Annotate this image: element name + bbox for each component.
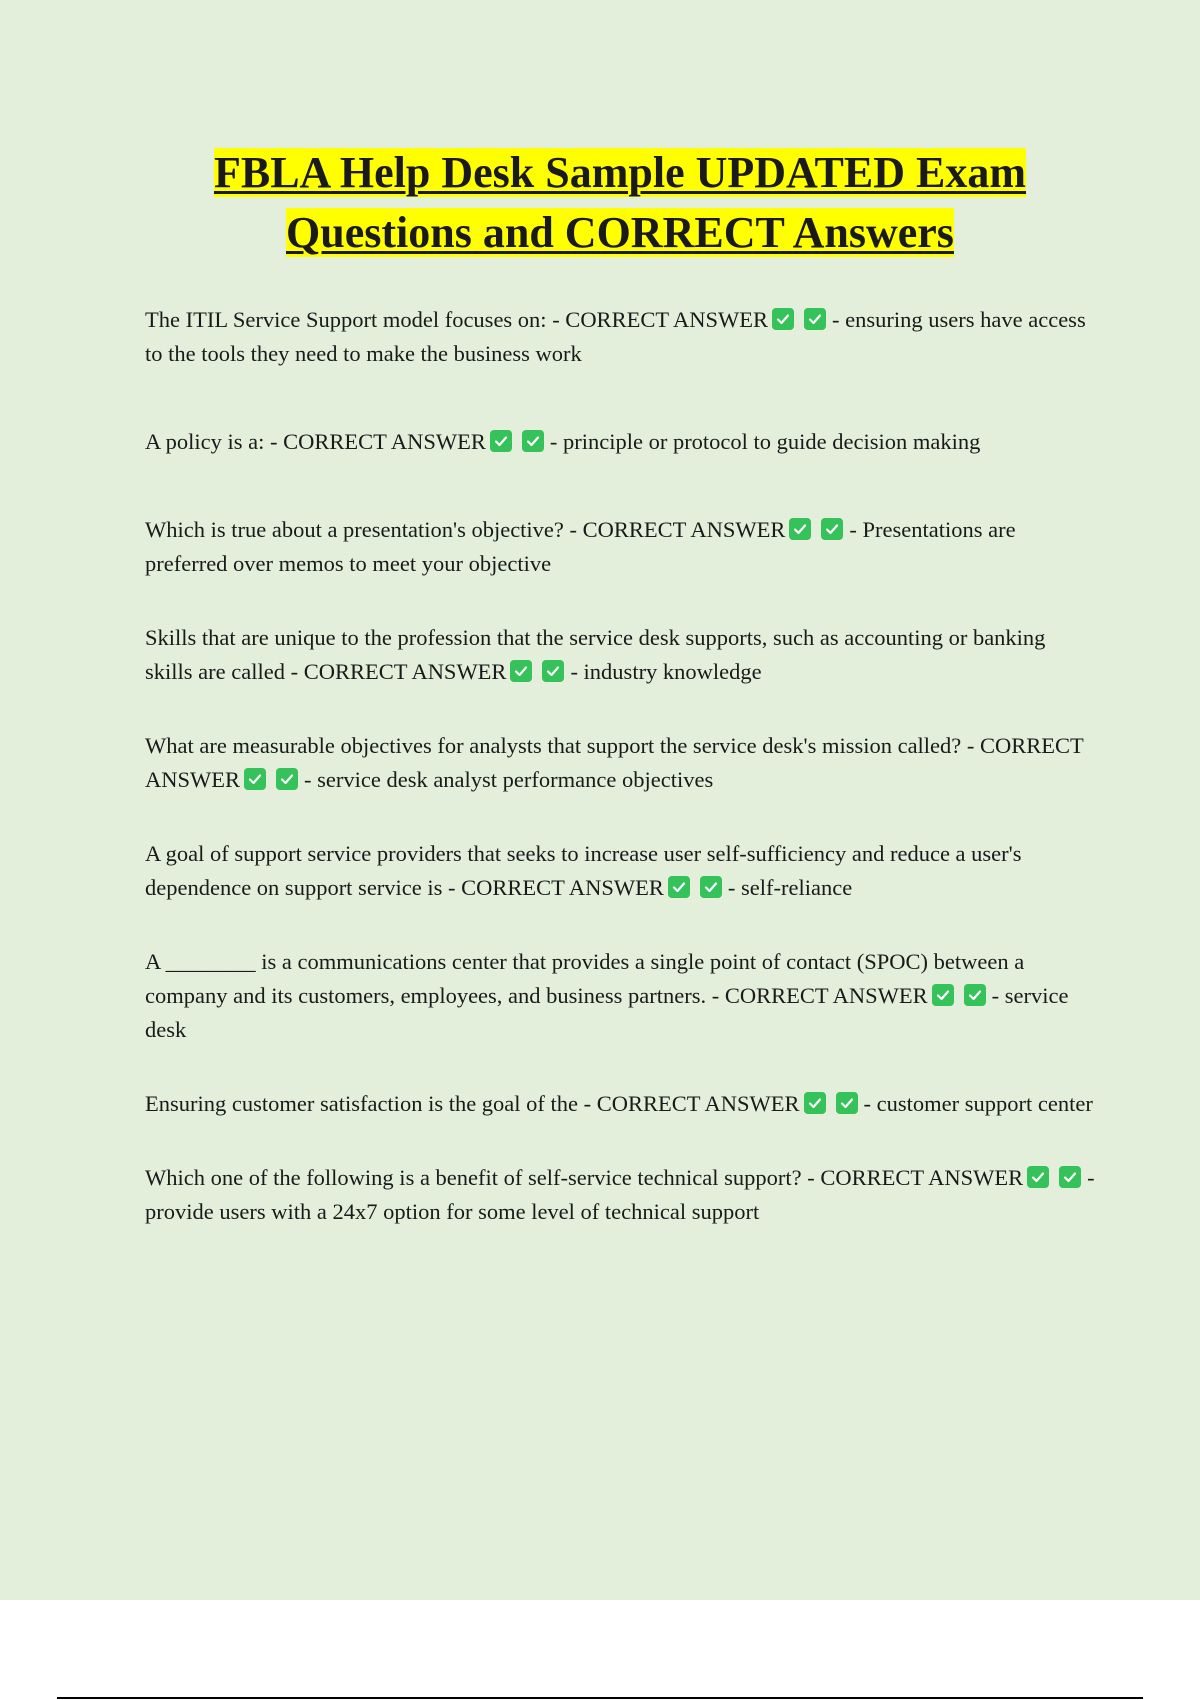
question-text: A goal of support service providers that seeks to increase user self-sufficiency and reduce a user's dependence on support service is <box>145 841 1022 900</box>
check-icon <box>522 430 544 452</box>
qa-item <box>145 945 1095 1047</box>
answer-marker: - CORRECT ANSWER <box>583 1091 800 1116</box>
check-icon <box>804 308 826 330</box>
check-icon <box>490 430 512 452</box>
document-body <box>145 143 1095 1229</box>
check-icon <box>821 518 843 540</box>
answer-marker: - CORRECT ANSWER <box>270 429 486 454</box>
check-icon <box>542 660 564 682</box>
qa-item <box>145 303 1095 371</box>
check-icon <box>700 876 722 898</box>
check-icon <box>964 984 986 1006</box>
answer-text: - provide users with a 24x7 option for some level of technical support <box>145 1165 1095 1224</box>
answer-marker: - CORRECT ANSWER <box>552 307 769 332</box>
title-line-1: FBLA Help Desk Sample UPDATED Exam <box>213 148 1027 197</box>
question-text: A ________ is a communications center that provides a single point of contact (SPOC) between a company and its customers, employees, and business partners. <box>145 949 1025 1008</box>
check-icon <box>510 660 532 682</box>
check-icon <box>836 1092 858 1114</box>
answer-text: - ensuring users have access to the tools they need to make the business work <box>145 307 1086 366</box>
qa-item <box>145 621 1095 689</box>
answer-text: - Presentations are preferred over memos to meet your objective <box>145 517 1016 576</box>
answer-text: - service desk <box>145 983 1069 1042</box>
answer-text: - industry knowledge <box>570 659 762 684</box>
question-text: The ITIL Service Support model focuses on: <box>145 307 547 332</box>
question-text: Which one of the following is a benefit of self-service technical support? <box>145 1165 802 1190</box>
question-text: Which is true about a presentation's objective? <box>145 517 564 542</box>
answer-text: - self-reliance <box>727 875 853 900</box>
answer-text: - customer support center <box>863 1091 1093 1116</box>
check-icon <box>1059 1166 1081 1188</box>
title-line-2: Questions and CORRECT Answers <box>286 208 954 257</box>
answer-marker: - CORRECT ANSWER <box>807 1165 1024 1190</box>
question-list <box>145 303 1095 1229</box>
qa-item <box>145 1161 1095 1229</box>
check-icon <box>244 768 266 790</box>
qa-item <box>145 425 1095 459</box>
answer-text: - principle or protocol to guide decision making <box>549 429 981 454</box>
check-icon <box>789 518 811 540</box>
document-title <box>145 143 1095 263</box>
answer-marker: - CORRECT ANSWER <box>448 875 664 900</box>
check-icon <box>1027 1166 1049 1188</box>
answer-marker: - CORRECT ANSWER <box>569 517 786 542</box>
question-text: Ensuring customer satisfaction is the goal of the <box>145 1091 579 1116</box>
check-icon <box>772 308 794 330</box>
question-text: What are measurable objectives for analysts that support the service desk's mission called? <box>145 733 962 758</box>
check-icon <box>668 876 690 898</box>
qa-item <box>145 729 1095 797</box>
check-icon <box>804 1092 826 1114</box>
qa-item <box>145 1087 1095 1121</box>
qa-item <box>145 513 1095 581</box>
answer-marker: - CORRECT ANSWER <box>711 983 928 1008</box>
check-icon <box>932 984 954 1006</box>
question-text: A policy is a: <box>145 429 265 454</box>
qa-item <box>145 837 1095 905</box>
answer-text: - service desk analyst performance objectives <box>304 767 714 792</box>
answer-marker: - CORRECT ANSWER <box>290 659 507 684</box>
answer-marker: - CORRECT ANSWER <box>145 733 1084 792</box>
question-text: Skills that are unique to the profession that the service desk supports, such as accounting or banking skills are called <box>145 625 1046 684</box>
page-divider <box>57 1697 1143 1699</box>
check-icon <box>276 768 298 790</box>
